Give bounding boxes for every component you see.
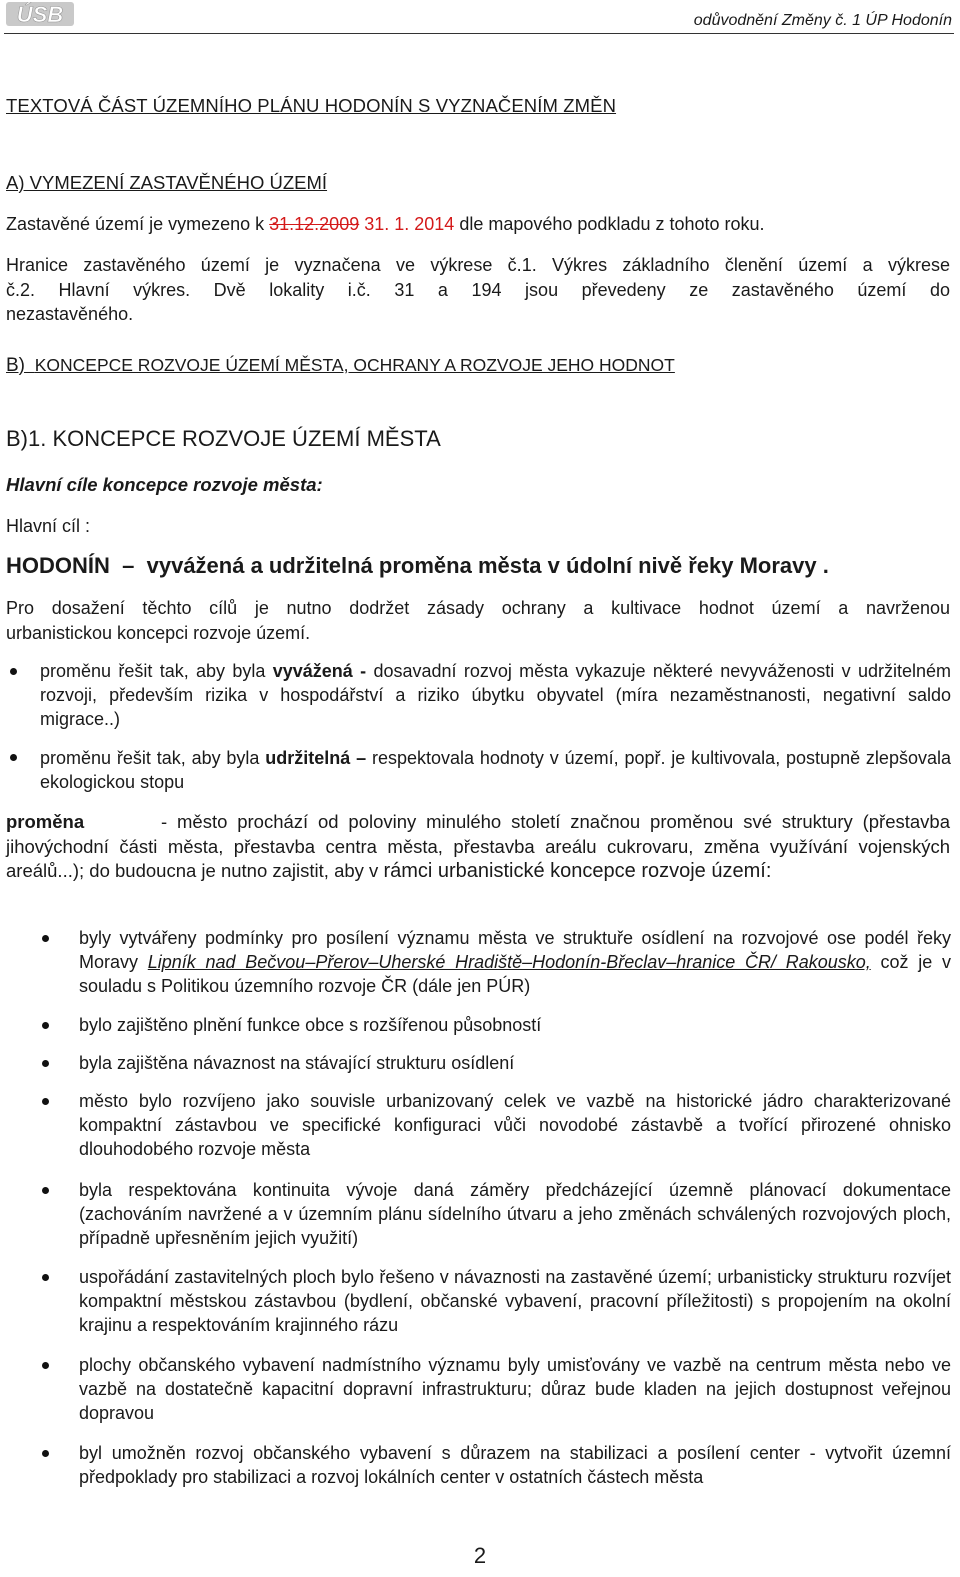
- intro-line-1: Pro dosažení těchto cílů je nutno dodržet zásady ochrany a kultivace hodnot území a navrženou: [6, 598, 950, 618]
- inserted-date: 31. 1. 2014: [364, 214, 455, 234]
- section-a-paragraph-2-line2: č.2. Hlavní výkres. Dvě lokality i.č. 31 a 194 jsou převedeny ze zastavěného území do: [6, 280, 950, 300]
- bullet-dot: [42, 1362, 49, 1369]
- promena-paragraph: proměna - město prochází od poloviny minulého století značnou proměnou své struktury (přestavba jihovýchodní části města, přestavba centra města, přestavba areálu cukrovaru, změna využívání vojenských areálů...); do budoucna je nutno zajistit, aby v rámci urbanistické koncepce rozvoje území:: [6, 811, 950, 882]
- list-item: plochy občanského vybavení nadmístního významu byly umisťovány ve vazbě na centrum města nebo ve vazbě na dostatečně kapacitní dopravní infrastrukturu; důraz bude kladen na jejich dostupnost veřejnou dopravou: [79, 1355, 951, 1423]
- main-goal-label: Hlavní cíl :: [6, 516, 91, 536]
- goal-bullet-balanced: proměnu řešit tak, aby byla vyvážená - dosavadní rozvoj města vykazuje některé nevyváženosti v udržitelném rozvoji, především rizika v hospodářství a riziko úbytku obyvatel (míra nezaměstnanosti, negativní saldo migrace..): [40, 661, 952, 729]
- goal-bullet-sustainable: proměnu řešit tak, aby byla udržitelná – respektovala hodnoty v území, popř. je kultivovala, postupně zlepšovala ekologickou stopu: [40, 748, 951, 792]
- section-a-paragraph-2-line1: Hranice zastavěného území je vyznačena ve výkrese č.1. Výkres základního členění území a výkrese: [6, 255, 950, 275]
- bullet-dot: [10, 668, 17, 675]
- section-a-paragraph-1: Zastavěné území je vymezeno k 31.12.2009 31. 1. 2014 dle mapového podkladu z tohoto roku.: [6, 214, 765, 234]
- page-number: 2: [473, 1543, 487, 1568]
- goals-heading: Hlavní cíle koncepce rozvoje města:: [6, 474, 323, 495]
- section-b1-heading: B)1. KONCEPCE ROZVOJE ÚZEMÍ MĚSTA: [6, 426, 441, 451]
- intro-line-2: urbanistickou koncepci rozvoje území.: [6, 623, 311, 643]
- development-axis-link: Lipník nad Bečvou–Přerov–Uherské Hradiště–Hodonín-Břeclav–hranice ČR/ Rakousko,: [147, 952, 871, 972]
- bullet-dot: [42, 1022, 49, 1029]
- list-item: město bylo rozvíjeno jako souvisle urbanizovaný celek ve vazbě na historické jádro charakterizované kompaktní zástavbou ve specifické konfiguraci vůči novodobé zástavbě a tvořící přirozené ohnisko dlouhodobého rozvoje města: [79, 1091, 951, 1159]
- list-item: byl umožněn rozvoj občanského vybavení s důrazem na stabilizaci a posílení center - vytvořit územní předpoklady pro stabilizaci a rozvoj lokálních center v ostatních částech města: [79, 1443, 951, 1487]
- bullet-dot: [42, 1060, 49, 1067]
- bullet-dot: [42, 935, 49, 942]
- section-a-paragraph-2-line3: nezastavěného.: [6, 304, 134, 324]
- bullet-dot: [42, 1450, 49, 1457]
- bullet-dot: [42, 1187, 49, 1194]
- section-b-heading: B) KONCEPCE ROZVOJE ÚZEMÍ MĚSTA, OCHRANY A ROZVOJE JEHO HODNOT: [6, 355, 675, 376]
- header-doc-title: odůvodnění Změny č. 1 ÚP Hodonín: [693, 12, 952, 29]
- bullet-dot: [10, 754, 17, 761]
- list-item: bylo zajištěno plnění funkce obce s rozšířenou působností: [79, 1015, 542, 1035]
- header-divider: [4, 33, 954, 34]
- page-title: TEXTOVÁ ČÁST ÚZEMNÍHO PLÁNU HODONÍN S VYZNAČENÍM ZMĚN: [6, 95, 617, 116]
- list-item: byla zajištěna návaznost na stávající strukturu osídlení: [79, 1053, 515, 1073]
- deleted-date: 31.12.2009: [269, 214, 360, 234]
- usb-logo: [6, 2, 74, 26]
- section-a-heading: A) VYMEZENÍ ZASTAVĚNÉHO ÚZEMÍ: [6, 172, 328, 193]
- list-item: byla respektována kontinuita vývoje daná záměry předcházející územně plánovací dokumentace (zachováním navržené a v územním plánu sídelního útvaru a jeho změnách schválených rozvojových ploch, případně upřesněním jejich využití): [79, 1180, 951, 1248]
- bullet-dot: [42, 1098, 49, 1105]
- bullet-dot: [42, 1274, 49, 1281]
- list-item: byly vytvářeny podmínky pro posílení významu města ve struktuře osídlení na rozvojové ose podél řeky Moravy Lipník nad Bečvou–Přerov–Uherské Hradiště–Hodonín-Břeclav–hranice ČR/ Rakousko, což je v souladu s Politikou územního rozvoje ČR (dále jen PÚR): [79, 928, 951, 996]
- main-goal-statement: HODONÍN – vyvážená a udržitelná proměna města v údolní nivě řeky Moravy .: [6, 553, 829, 578]
- logo-text: ÚSB: [16, 2, 64, 26]
- list-item: uspořádání zastavitelných ploch bylo řešeno v návaznosti na zastavěné území; urbanisticky strukturu rozvíjet kompaktní městskou zástavbou (bydlení, občanské vybavení, pracovní příležitosti) s propojením na okolní krajinu a respektováním krajinného rázu: [79, 1267, 951, 1335]
